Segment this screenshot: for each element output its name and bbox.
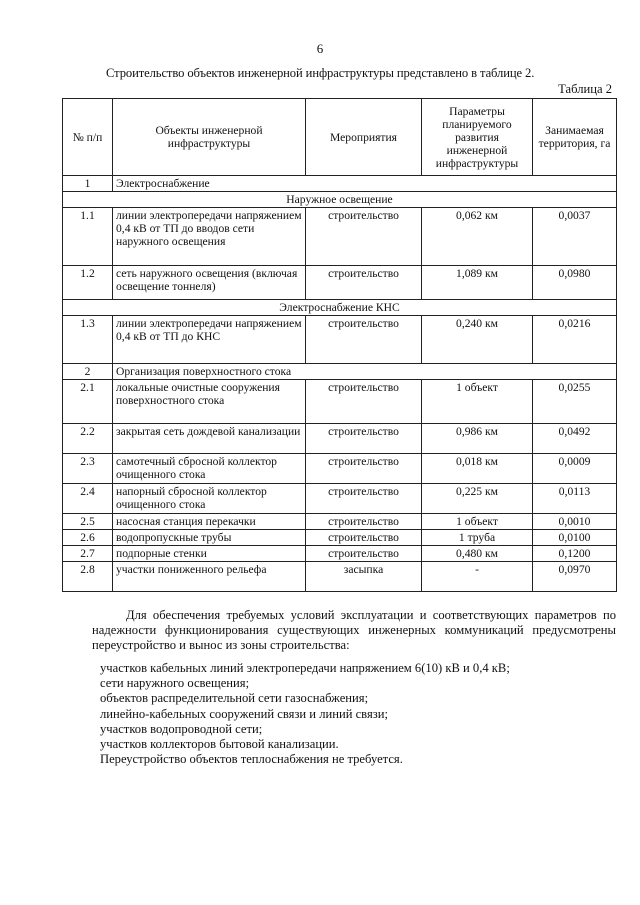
row-activity: строительство xyxy=(306,316,422,364)
row-area: 0,0113 xyxy=(533,484,617,514)
row-activity: строительство xyxy=(306,484,422,514)
table-row xyxy=(63,562,617,592)
row-num: 2.1 xyxy=(63,380,113,424)
paragraph-text: Для обеспечения требуемых условий эксплуатации и соответствующих параметров по надежности функционирования существующих инженерных коммуникаций предусмотрены переустройство и вынос из зоны строительства: xyxy=(92,608,616,652)
list-item: сети наружного освещения; xyxy=(100,676,250,691)
row-object: подпорные стенки xyxy=(113,546,306,562)
relocation-list xyxy=(100,661,510,752)
table-row xyxy=(63,546,617,562)
header-num: № п/п xyxy=(63,99,113,176)
table-body xyxy=(63,176,617,592)
section-label: Организация поверхностного стока xyxy=(113,364,617,380)
header-area: Занимаемая территория, га xyxy=(533,99,617,176)
table-row xyxy=(63,514,617,530)
list-item: объектов распределительной сети газоснабжения; xyxy=(100,691,369,706)
row-object: самотечный сбросной коллектор очищенного стока xyxy=(113,454,306,484)
table-row xyxy=(63,454,617,484)
row-activity: строительство xyxy=(306,454,422,484)
row-area: 0,0255 xyxy=(533,380,617,424)
row-area: 0,0009 xyxy=(533,454,617,484)
row-area: 0,0216 xyxy=(533,316,617,364)
row-object: насосная станция перекачки xyxy=(113,514,306,530)
row-num: 2.5 xyxy=(63,514,113,530)
row-num: 2.4 xyxy=(63,484,113,514)
row-param: 1 объект xyxy=(422,380,533,424)
row-object: водопропускные трубы xyxy=(113,530,306,546)
row-param: 1 объект xyxy=(422,514,533,530)
table-caption: Таблица 2 xyxy=(558,82,612,96)
table-header-row xyxy=(63,99,617,176)
row-area: 0,1200 xyxy=(533,546,617,562)
row-object: линии электропередачи напряжением 0,4 кВ от ТП до КНС xyxy=(113,316,306,364)
section-label: Электроснабжение xyxy=(113,176,617,192)
row-num: 2.6 xyxy=(63,530,113,546)
section-num: 2 xyxy=(63,364,113,380)
row-num: 2.8 xyxy=(63,562,113,592)
table-row xyxy=(63,484,617,514)
row-num: 2.7 xyxy=(63,546,113,562)
section-row xyxy=(63,364,617,380)
row-object: напорный сбросной коллектор очищенного стока xyxy=(113,484,306,514)
list-item: участков коллекторов бытовой канализации. xyxy=(100,737,339,752)
row-area: 0,0980 xyxy=(533,266,617,300)
subsection-row xyxy=(63,192,617,208)
row-num: 1.2 xyxy=(63,266,113,300)
page-number: 6 xyxy=(316,41,324,56)
row-activity: засыпка xyxy=(306,562,422,592)
row-param: 0,225 км xyxy=(422,484,533,514)
row-object: закрытая сеть дождевой канализации xyxy=(113,424,306,454)
row-activity: строительство xyxy=(306,380,422,424)
row-param: 1,089 км xyxy=(422,266,533,300)
row-activity: строительство xyxy=(306,514,422,530)
row-object: локальные очистные сооружения поверхностного стока xyxy=(113,380,306,424)
list-item: участков кабельных линий электропередачи напряжением 6(10) кВ и 0,4 кВ; xyxy=(100,661,510,675)
list-item: линейно-кабельных сооружений связи и линий связи; xyxy=(100,706,388,721)
row-activity: строительство xyxy=(306,208,422,266)
subsection-row xyxy=(63,300,617,316)
closing-text: Переустройство объектов теплоснабжения не требуется. xyxy=(100,752,403,766)
section-num: 1 xyxy=(63,176,113,192)
table-row xyxy=(63,266,617,300)
row-activity: строительство xyxy=(306,266,422,300)
row-param: - xyxy=(422,562,533,592)
list-item: участков водопроводной сети; xyxy=(100,721,263,736)
row-activity: строительство xyxy=(306,530,422,546)
row-object: сеть наружного освещения (включая освещение тоннеля) xyxy=(113,266,306,300)
row-param: 0,480 км xyxy=(422,546,533,562)
table-row xyxy=(63,316,617,364)
header-params: Параметры планируемого развития инженерной инфраструктуры xyxy=(422,99,533,176)
infrastructure-table xyxy=(62,98,617,592)
row-area: 0,0010 xyxy=(533,514,617,530)
row-num: 1.3 xyxy=(63,316,113,364)
table-row xyxy=(63,424,617,454)
table-row xyxy=(63,208,617,266)
row-area: 0,0492 xyxy=(533,424,617,454)
header-activities: Мероприятия xyxy=(306,99,422,176)
subsection-label: Наружное освещение xyxy=(63,192,617,208)
row-activity: строительство xyxy=(306,546,422,562)
row-param: 0,062 км xyxy=(422,208,533,266)
intro-text: Строительство объектов инженерной инфраструктуры представлено в таблице 2. xyxy=(106,66,535,80)
row-param: 0,018 км xyxy=(422,454,533,484)
table-row xyxy=(63,380,617,424)
row-num: 2.2 xyxy=(63,424,113,454)
section-row xyxy=(63,176,617,192)
row-activity: строительство xyxy=(306,424,422,454)
row-param: 0,986 км xyxy=(422,424,533,454)
row-area: 0,0100 xyxy=(533,530,617,546)
row-param: 0,240 км xyxy=(422,316,533,364)
subsection-label: Электроснабжение КНС xyxy=(63,300,617,316)
main-paragraph xyxy=(92,608,616,653)
table-row xyxy=(63,530,617,546)
row-object: линии электропередачи напряжением 0,4 кВ от ТП до вводов сети наружного освещения xyxy=(113,208,306,266)
row-object: участки пониженного рельефа xyxy=(113,562,306,592)
row-param: 1 труба xyxy=(422,530,533,546)
row-area: 0,0037 xyxy=(533,208,617,266)
row-area: 0,0970 xyxy=(533,562,617,592)
header-objects: Объекты инженерной инфраструктуры xyxy=(113,99,306,176)
row-num: 2.3 xyxy=(63,454,113,484)
row-num: 1.1 xyxy=(63,208,113,266)
